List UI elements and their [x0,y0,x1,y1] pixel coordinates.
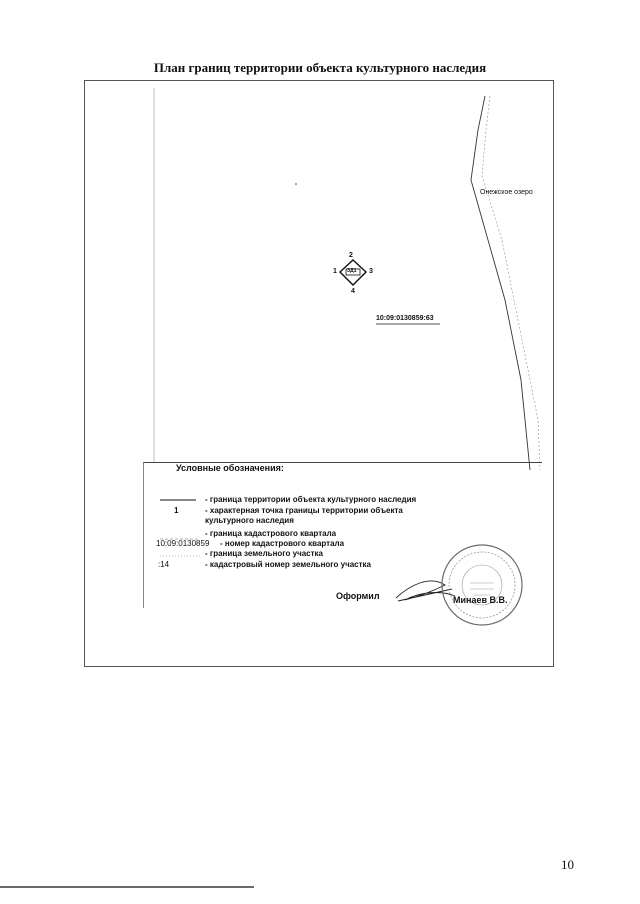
shore-line [482,96,540,470]
point-label-4: 4 [351,288,355,295]
lake-label: Онежское озеро [480,189,533,196]
page-number: 10 [561,857,574,872]
point-label-3: 3 [369,268,373,275]
legend-item-object-boundary: - граница территории объекта культурного наследия [205,495,417,504]
legend-symbol-quarter-number: 10:09:0130859 [156,539,210,548]
legend-item-parcel-number: - кадастровый номер земельного участка [205,560,371,569]
legend-title: Условные обозначения: [176,463,284,473]
signer-name: Минаев В.В. [453,595,508,605]
point-label-2: 2 [349,252,353,259]
legend-item-quarter-number: - номер кадастрового квартала [220,539,345,548]
object-label: ЗД1 [347,268,357,274]
point-label-1: 1 [333,268,337,275]
page-title: План границ территории объекта культурного наследия [153,60,487,75]
legend-item-parcel-boundary: - граница земельного участка [205,549,323,558]
map-dot [295,183,297,185]
legend-symbol-point: 1 [174,506,179,515]
legend-symbol-parcel-number: :14 [158,560,170,569]
cadastral-number-label: 10:09:0130859:63 [376,315,434,322]
legend-item-quarter-boundary: - граница кадастрового квартала [205,529,337,538]
legend-item-boundary-point: - характерная точка границы территории объекта культурного наследия [205,506,403,525]
prepared-by-label: Оформил [336,591,380,601]
seal-stamp [440,543,524,627]
quarter-boundary-line [471,96,530,470]
